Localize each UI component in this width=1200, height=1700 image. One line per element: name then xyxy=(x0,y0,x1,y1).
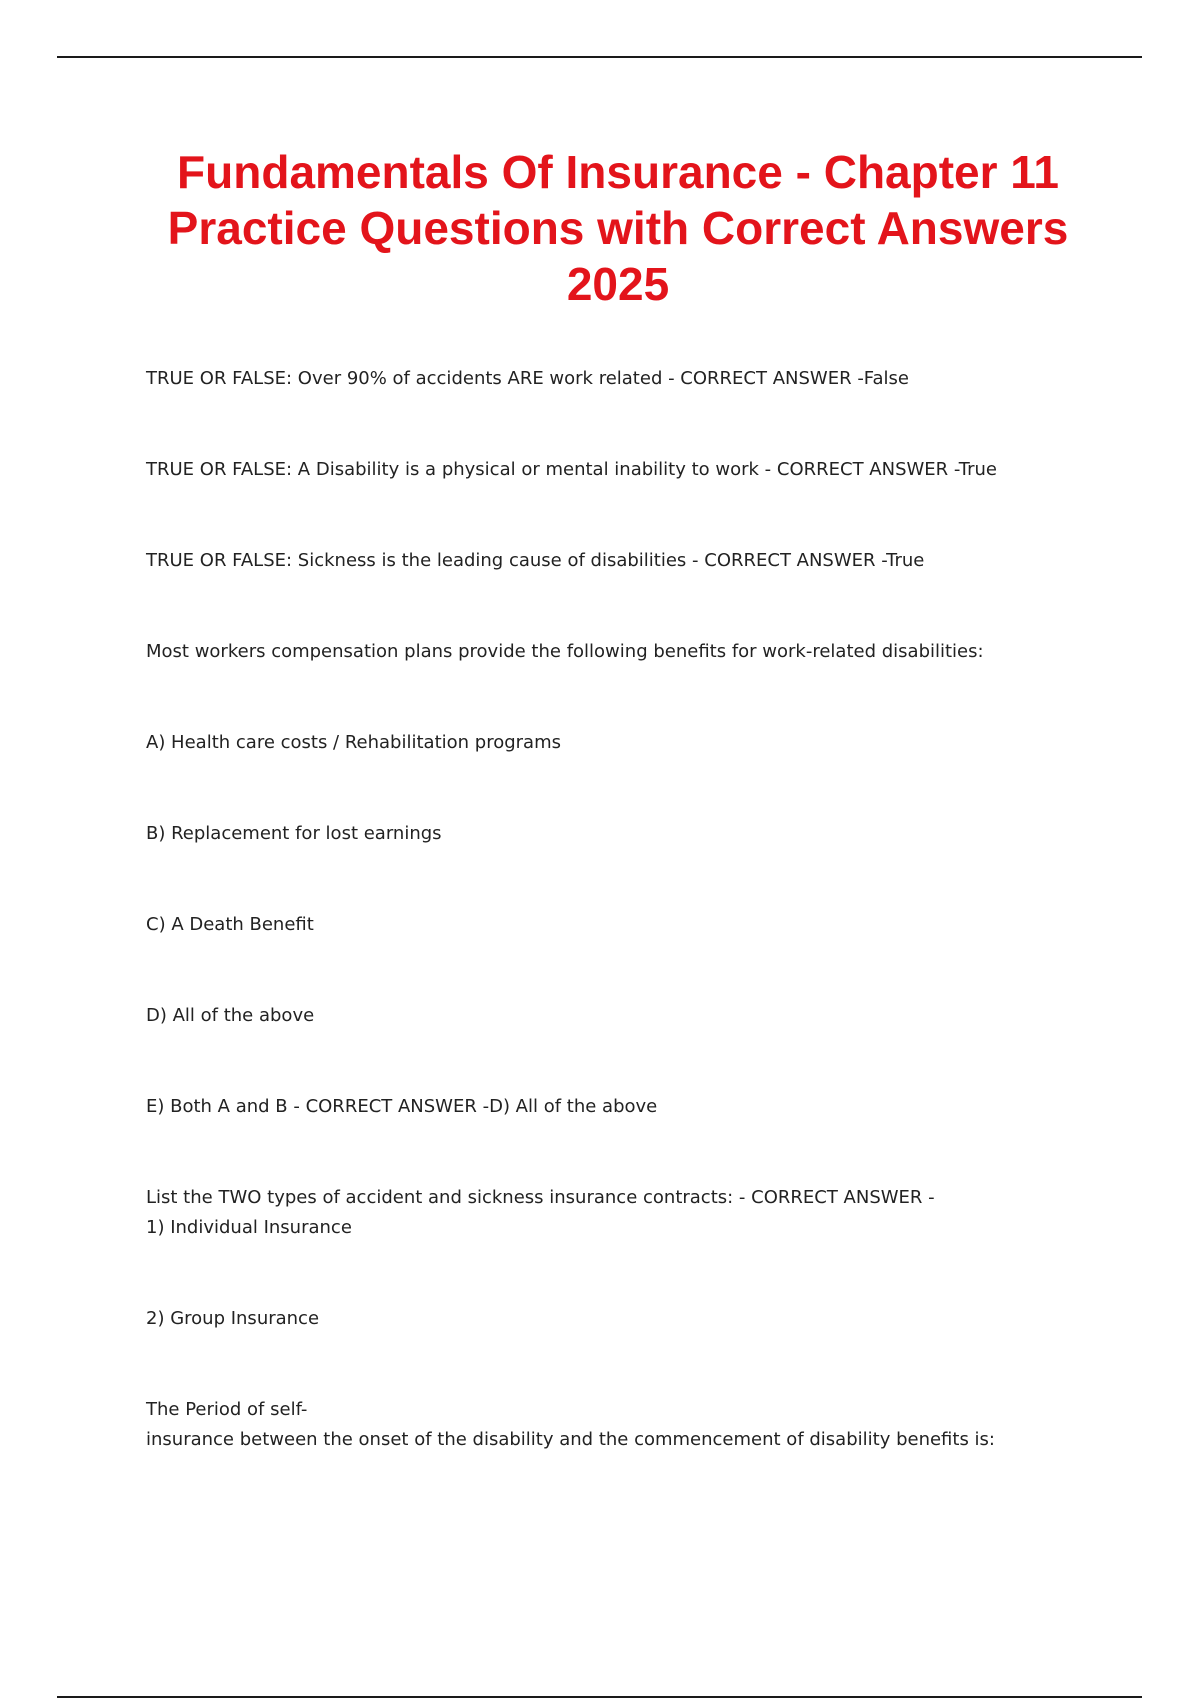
question-item xyxy=(146,546,1046,576)
question-text: TRUE OR FALSE: Sickness is the leading cause of disabilities - CORRECT ANSWER -True xyxy=(146,550,925,571)
question-text: Most workers compensation plans provide the following benefits for work-related disabilities: xyxy=(146,641,984,662)
answer-line: 2) Group Insurance xyxy=(146,1308,320,1329)
question-item xyxy=(146,364,1046,394)
question-item xyxy=(146,455,1046,485)
question-text: List the TWO types of accident and sickness insurance contracts: - CORRECT ANSWER - xyxy=(146,1187,935,1208)
question-text-continued: insurance between the onset of the disability and the commencement of disability benefits is: xyxy=(146,1429,995,1450)
question-item xyxy=(146,1395,1046,1455)
answer-option xyxy=(146,728,1046,758)
question-list xyxy=(146,364,1046,1516)
option-a-text: A) Health care costs / Rehabilitation programs xyxy=(146,732,561,753)
option-d-text: D) All of the above xyxy=(146,1005,315,1026)
answer-line: 1) Individual Insurance xyxy=(146,1217,352,1238)
document-title: Fundamentals Of Insurance - Chapter 11 Practice Questions with Correct Answers 2025 xyxy=(167,146,1069,310)
option-c-text: C) A Death Benefit xyxy=(146,914,314,935)
option-e-text: E) Both A and B - CORRECT ANSWER -D) All of the above xyxy=(146,1096,658,1117)
answer-option xyxy=(146,1001,1046,1031)
question-item xyxy=(146,637,1046,667)
question-item xyxy=(146,1183,1046,1243)
answer-option xyxy=(146,910,1046,940)
question-text: The Period of self- xyxy=(146,1399,308,1420)
question-text: TRUE OR FALSE: Over 90% of accidents ARE work related - CORRECT ANSWER -False xyxy=(146,368,909,389)
question-text: TRUE OR FALSE: A Disability is a physical or mental inability to work - CORRECT ANSWER -True xyxy=(146,459,997,480)
top-rule xyxy=(57,56,1142,58)
option-b-text: B) Replacement for lost earnings xyxy=(146,823,442,844)
answer-line-item xyxy=(146,1304,1046,1334)
bottom-rule xyxy=(57,1696,1142,1698)
answer-option xyxy=(146,1092,1046,1122)
answer-option xyxy=(146,819,1046,849)
